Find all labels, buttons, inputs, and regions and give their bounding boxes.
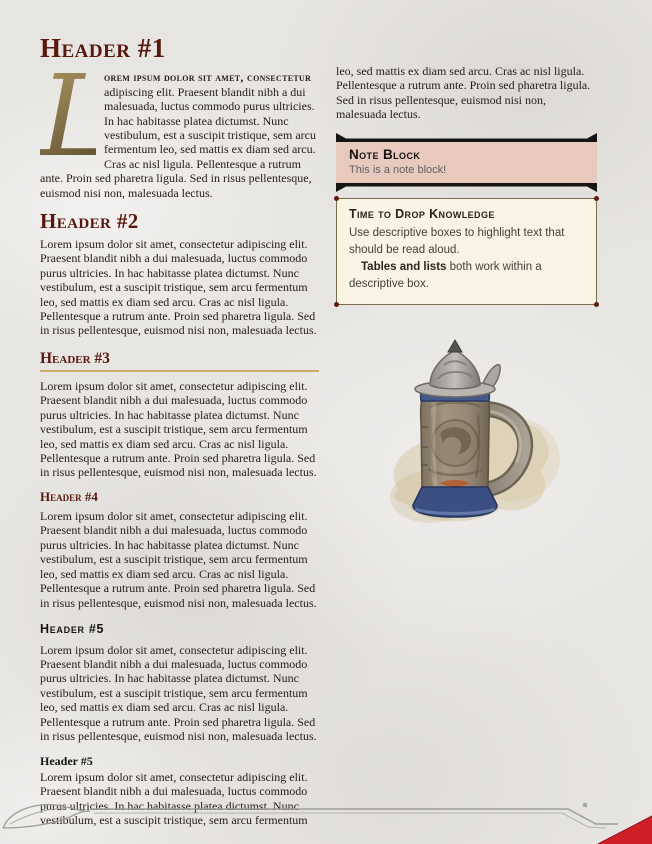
beer-stein-image [360, 337, 574, 539]
note-block-text: This is a note block! [349, 163, 447, 176]
paragraph: Lorem ipsum dolor sit amet, consectetur adipiscing elit. Praesent blandit nibh a dui malesuada, luctus commodo purus ultricies. In hac habitasse platea dictumst. Nunc vestibulum, est a suscipit tristique, sem arcu fermentum leo, sed mattis ex diam sed arcu. Cras ac nisl ligula. Pellentesque a rutrum ante. Proin sed pharetra ligula. Sed in risus pellentesque, euismod nisi non, malesuada lectus. [40, 378, 317, 480]
note-block-body-area [336, 142, 597, 183]
paragraph: Lorem ipsum dolor sit amet, consectetur adipiscing elit. Praesent blandit nibh a dui malesuada, luctus commodo purus ultricies. In hac habitasse platea dictumst. Nunc vestibulum, est a suscipit tristique, sem arcu fermentum leo, sed mattis ex diam sed arcu. Cras ac nisl ligula. Pellentesque a rutrum ante. Proin sed pharetra ligula. Sed in risus pellentesque, euismod nisi non, malesuada lectus. [40, 509, 317, 610]
header-3: Header #3 [40, 350, 319, 372]
note-block [336, 133, 597, 192]
paragraph-lead-smallcaps: orem ipsum dolor sit amet, consectetur [104, 70, 312, 85]
paragraph: Lorem ipsum dolor sit amet, consectetur adipiscing elit. Praesent blandit nibh a dui malesuada, luctus commodo purus ultricies. In hac habitasse platea dictumst. Nunc vestibulum, est a suscipit tristique, sem arcu fermentum leo, sed mattis ex diam sed arcu. Cras ac nisl ligula. Pellentesque a rutrum ante. Proin sed pharetra ligula. Sed in risus pellentesque, euismod nisi non, malesuada lectus. [40, 642, 317, 744]
drop-cap-letter: L [40, 52, 115, 183]
paragraph-text: adipiscing elit. Praesent blandit nibh a dui malesuada, luctus commodo purus ultricies. In hac habitasse platea dictumst. Nunc vestibulum, est a suscipit tristique, sem arcu fermentum leo, sed mattis ex diam sed arcu. Cras ac nisl ligula. Pellentesque a rutrum ante. Proin sed pharetra ligula. Sed in risus pellentesque, euismod nisi non, malesuada lectus. [40, 84, 316, 200]
beer-stein-illustration [360, 337, 574, 539]
paragraph: Lorem ipsum dolor sit amet, consectetur adipiscing elit. Praesent blandit nibh a dui malesuada, luctus commodo purus ultricies. In hac habitasse platea dictumst. Nunc vestibulum, est a suscipit tristique, sem arcu fermentum leo, sed mattis ex diam sed arcu. Cras ac nisl ligula. Pellentesque a rutrum ante. Proin sed pharetra ligula. Sed in risus pellentesque, euismod nisi non, malesuada lectus. [40, 237, 317, 338]
header-2: Header #2 [40, 209, 139, 233]
note-block-title: Note Block [349, 146, 421, 162]
note-bottom-border-decoration [336, 183, 597, 192]
footer-ornament [0, 798, 652, 844]
header-5: Header #5 [40, 621, 105, 636]
corner-dot-icon [594, 302, 599, 307]
descriptive-box-title: Time to Drop Knowledge [349, 206, 495, 221]
descriptive-box-line2-rest: both work within a descriptive box. [349, 261, 542, 291]
header-4: Header #4 [40, 488, 98, 504]
corner-dot-icon [334, 302, 339, 307]
descriptive-box [336, 198, 597, 305]
descriptive-box-line1: Use descriptive boxes to highlight text that should be read aloud. [349, 226, 565, 256]
left-column [40, 34, 319, 836]
right-column [336, 64, 597, 539]
note-top-border-decoration [336, 133, 597, 142]
descriptive-box-bold-text: Tables and lists [361, 261, 447, 274]
header-1: Header #1 [40, 33, 166, 63]
descriptive-box-line2 [349, 259, 584, 294]
corner-dot-icon [594, 196, 599, 201]
header-6: Header #5 [40, 753, 93, 768]
paragraph-dropcap [40, 52, 319, 200]
corner-dot-icon [334, 196, 339, 201]
paragraph-truncated: Lorem ipsum dolor sit amet, consectetur adipiscing elit. Praesent blandit nibh a dui malesuada, luctus commodo purus ultricies. In hac habitasse platea dictumst. Nunc vestibulum, est a suscipit tristique, sem arcu fermentum [40, 769, 308, 827]
paragraph-continued: leo, sed mattis ex diam sed arcu. Cras ac nisl ligula. Pellentesque a rutrum ante. Proin sed pharetra ligula. Sed in risus pellentesque, euismod nisi non, malesuada lectus. [336, 64, 591, 122]
